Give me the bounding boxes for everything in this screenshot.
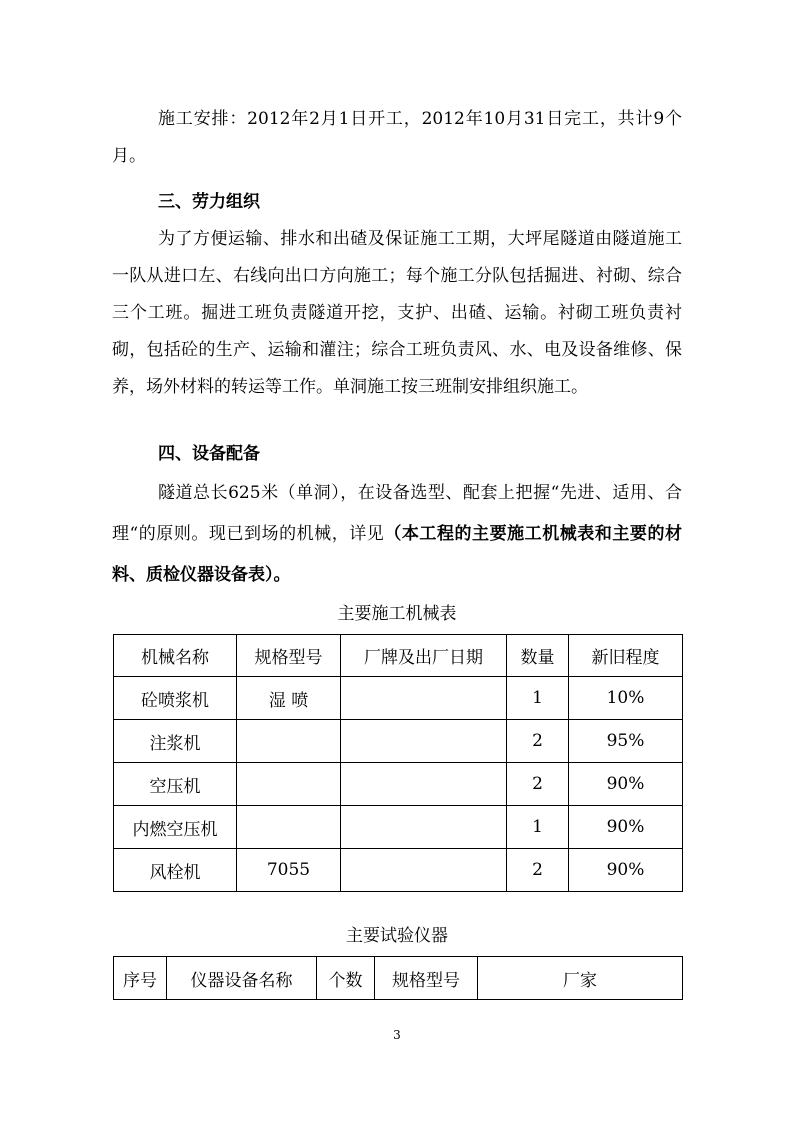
header-cell: 机械名称: [114, 635, 237, 677]
machine-name-cell: 注浆机: [114, 720, 237, 763]
machine-spec-cell: [237, 806, 341, 849]
instrument-table: [113, 956, 683, 1000]
instrument-table-caption: 主要试验仪器: [346, 926, 448, 946]
machine-qty-cell: 1: [507, 806, 569, 849]
machine-brand-cell: [341, 849, 507, 892]
machine-name-cell: 内燃空压机: [114, 806, 237, 849]
header-cell: 厂牌及出厂日期: [341, 635, 507, 677]
machine-qty-cell: 2: [507, 720, 569, 763]
equipment-heading: 四、设备配备: [158, 444, 260, 464]
table-row: [114, 677, 683, 720]
labor-heading: 三、劳力组织: [158, 192, 260, 212]
header-cell: 序号: [114, 957, 167, 1000]
equipment-paragraph-text: 隧道总长625米（单洞），在设备选型、配套上把握“先进、适用、合理“的原则。现已到场的机械，详见: [112, 483, 682, 544]
machine-qty-cell: 1: [507, 677, 569, 720]
table-header-row: [114, 635, 683, 677]
machine-spec-cell: 7055: [237, 849, 341, 892]
header-cell: 个数: [317, 957, 375, 1000]
machine-brand-cell: [341, 677, 507, 720]
table-row: [114, 763, 683, 806]
machine-condition-cell: 95%: [569, 720, 683, 763]
machinery-table: [113, 634, 683, 892]
machine-condition-cell: 90%: [569, 849, 683, 892]
table-header-row: [114, 957, 683, 1000]
machine-name-cell: 风栓机: [114, 849, 237, 892]
equipment-paragraph: [112, 473, 682, 596]
machine-brand-cell: [341, 720, 507, 763]
equipment-paragraph-bold: （本工程的主要施工机械表和主要的材料、质检仪器设备表）。: [112, 524, 682, 585]
table-row: [114, 806, 683, 849]
header-cell: 数量: [507, 635, 569, 677]
machine-spec-cell: [237, 763, 341, 806]
machine-name-cell: 砼喷浆机: [114, 677, 237, 720]
machine-condition-cell: 90%: [569, 806, 683, 849]
header-cell: 规格型号: [237, 635, 341, 677]
header-cell: 规格型号: [375, 957, 478, 1000]
machine-brand-cell: [341, 806, 507, 849]
machine-condition-cell: 90%: [569, 763, 683, 806]
machine-spec-cell: [237, 720, 341, 763]
page-number: 3: [393, 1028, 401, 1042]
labor-paragraph: 为了方便运输、排水和出碴及保证施工工期，大坪尾隧道由隧道施工一队从进口左、右线向出口方向施工；每个施工分队包括掘进、衬砌、综合三个工班。掘进工班负责隧道开挖，支护、出碴、运输。衬砌工班负责衬砌，包括砼的生产、运输和灌注；综合工班负责风、水、电及设备维修、保养，场外材料的转运等工作。单洞施工按三班制安排组织施工。: [112, 229, 682, 397]
schedule-paragraph: 施工安排：2012年2月1日开工，2012年10月31日完工，共计9个月。: [112, 109, 682, 166]
machine-name-cell: 空压机: [114, 763, 237, 806]
machine-qty-cell: 2: [507, 849, 569, 892]
machine-brand-cell: [341, 763, 507, 806]
machine-condition-cell: 10%: [569, 677, 683, 720]
table-row: [114, 720, 683, 763]
machine-spec-cell: 湿 喷: [237, 677, 341, 720]
machinery-table-caption: 主要施工机械表: [337, 604, 457, 624]
header-cell: 新旧程度: [569, 635, 683, 677]
header-cell: 仪器设备名称: [167, 957, 317, 1000]
header-cell: 厂家: [478, 957, 683, 1000]
table-row: [114, 849, 683, 892]
machine-qty-cell: 2: [507, 763, 569, 806]
